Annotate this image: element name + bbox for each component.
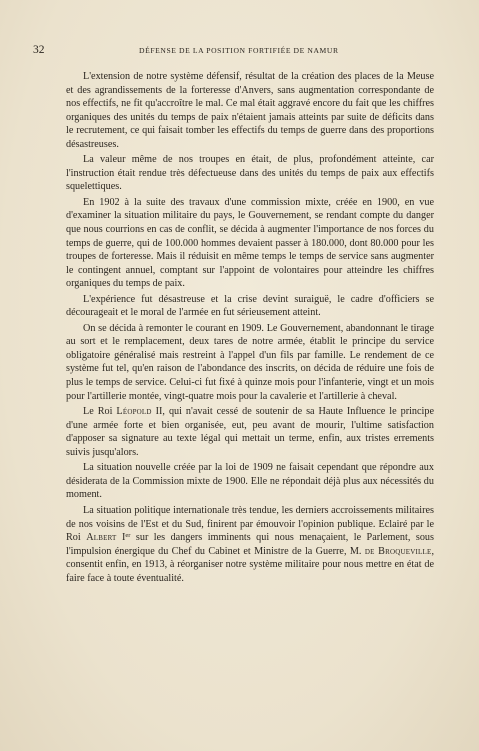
paragraph: En 1902 à la suite des travaux d'une commission mixte, créée en 1900, en vue d'examiner la situation militaire du pays, le Gouvernement, se rendant compte du danger que nous courrions en cas de conflit, se décida à augmenter l'importance de nos forces du temps de guerre, qui de 100.000 hommes devaient passer à 180.000, dont 80.000 pour les troupes de forteresse. Mais il réduisit en même temps le temps de service sans augmenter le contingent annuel, comptant sur l'appoint de volontaires pour atteindre les chiffres organiques du temps de paix.: [66, 196, 434, 290]
paragraph: On se décida à remonter le courant en 1909. Le Gouvernement, abandonnant le tirage au sort et le remplacement, deux tares de notre armée, établit le principe du service obligatoire généralisé mais restreint à l'appel d'un fils par famille. Le rendement de ce système fut tel, qu'en raison de l'abondance des inscrits, on décida de réduire une fois de plus le temps de service. Celui-ci fut fixé à quinze mois pour l'infanterie, vingt et un mois pour l'artillerie montée, vingt-quatre mois pour la cavalerie et l'artillerie à cheval.: [66, 322, 434, 402]
text-run: La situation politique internationale très tendue, les derniers accroissements militaires de nos voisins de l'Est et du Sud, finirent par émouvoir l'opinion publique. Eclairé par le Roi: [66, 504, 434, 544]
running-head: DÉFENSE DE LA POSITION FORTIFIÉE DE NAMUR: [139, 46, 339, 55]
minister-name: de Broqueville: [364, 545, 432, 557]
text-run: , consentit enfin, en 1913, à réorganiser notre système militaire pour nous mettre en état de faire face à toute éventualité.: [66, 545, 434, 584]
text-run: sur les dangers imminents qui nous menaçaient, le Parlement, sous l'impulsion énergique du Chef du Cabinet et Ministre de la Guerre, M.: [66, 532, 434, 557]
page-number: 32: [33, 44, 45, 56]
paragraph: La valeur même de nos troupes en était, de plus, profondément atteinte, car l'instruction était rendue très défectueuse dans des unités du temps de paix aux effectifs squelettiques.: [66, 154, 434, 193]
text-run: I: [116, 532, 126, 544]
king-name: Léopold: [116, 406, 152, 418]
paragraph: [66, 504, 434, 585]
paragraph: La situation nouvelle créée par la loi de 1909 ne faisait cependant que répondre aux désiderata de la Commission mixte de 1900. Elle ne répondait déjà plus aux nécessités du moment.: [66, 462, 434, 501]
king-name: Albert: [86, 532, 117, 544]
text-run: II, qui n'avait cessé de soutenir de sa Haute Influence le principe d'une armée forte et bien organisée, eut, peu avant de mourir, l'ultime satisfaction d'apposer sa signature au texte légal qui mettait un terme, enfin, aux tristes errements suivis jusqu'alors.: [66, 406, 434, 458]
paragraph: L'expérience fut désastreuse et la crise devint suraiguë, le cadre d'officiers se décourageait et le moral de l'armée en fut sérieusement atteint.: [66, 293, 434, 319]
page-header: [33, 44, 439, 60]
paragraph: L'extension de notre système défensif, résultat de la création des places de la Meuse et des agrandissements de la forteresse d'Anvers, sans augmentation correspondante de nos effectifs, ne fit qu'accroître le mal. Ce mal était aggravé encore du fait que les chiffres organiques des unités du temps de paix n'étaient jamais atteints par suite de déficits dans le recrutement, ce qui faisait tomber les effectifs du temps de guerre dans des proportions désastreuses.: [66, 71, 434, 150]
superscript: er: [125, 532, 131, 540]
paragraph: [66, 405, 434, 459]
body-text: [66, 70, 434, 587]
text-run: Le Roi: [83, 406, 117, 418]
